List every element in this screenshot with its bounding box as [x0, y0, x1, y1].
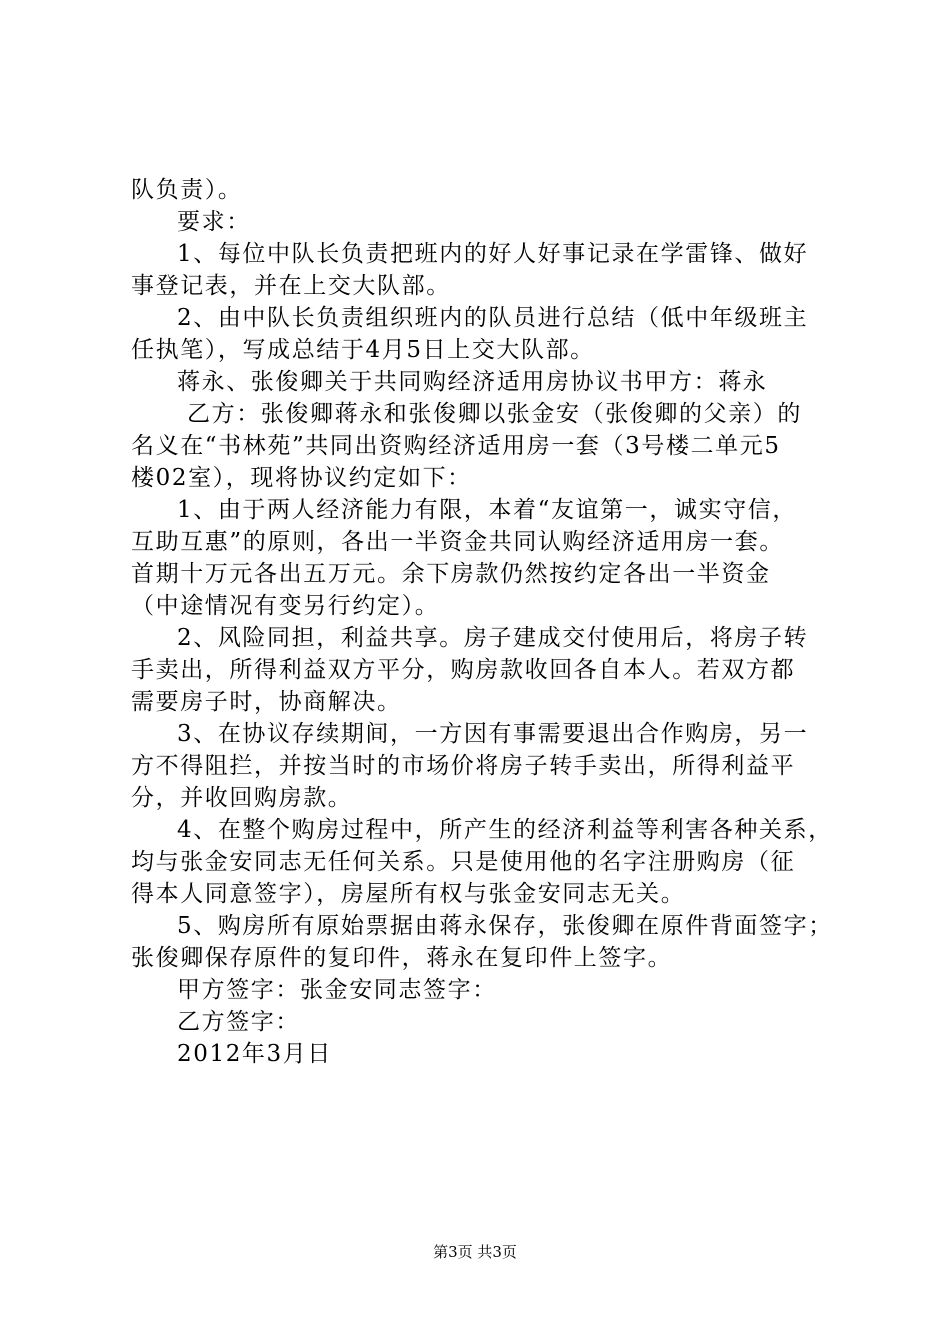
text-line: 名义在“书林苑”共同出资购经济适用房一套（3号楼二单元5 — [131, 433, 781, 459]
text-line: 要求： — [177, 209, 251, 235]
text-line: 乙方签字： — [177, 1009, 300, 1035]
text-line: 方不得阻拦，并按当时的市场价将房子转手卖出，所得利益平 — [131, 753, 796, 779]
text-line: 1、由于两人经济能力有限，本着“友谊第一，诚实守信， — [177, 497, 797, 523]
text-line: （中途情况有变另行约定）。 — [131, 593, 440, 619]
text-line: 任执笔），写成总结于4月5日上交大队部。 — [131, 337, 595, 363]
text-line: 手卖出，所得利益双方平分，购房款收回各自本人。若双方都 — [131, 657, 796, 683]
text-line: 首期十万元各出五万元。余下房款仍然按约定各出一半资金 — [131, 561, 771, 587]
text-line: 4、在整个购房过程中，所产生的经济利益等利害各种关系， — [177, 817, 833, 843]
text-line: 均与张金安同志无任何关系。只是使用他的名字注册购房（征 — [131, 849, 796, 875]
text-line: 3、在协议存续期间，一方因有事需要退出合作购房，另一 — [177, 721, 809, 747]
text-line: 需要房子时，协商解决。 — [131, 689, 402, 715]
text-line: 事登记表，并在上交大队部。 — [131, 273, 451, 299]
text-line: 分，并收回购房款。 — [131, 785, 353, 811]
text-line: 得本人同意签字），房屋所有权与张金安同志无关。 — [131, 881, 686, 907]
text-line: 1、每位中队长负责把班内的好人好事记录在学雷锋、做好 — [177, 241, 809, 267]
text-line: 队负责）。 — [131, 177, 243, 203]
document-body — [131, 174, 831, 1070]
text-line: 2、由中队长负责组织班内的队员进行总结（低中年级班主 — [177, 305, 809, 331]
text-line: 2012年3月日 — [177, 1041, 332, 1067]
text-line: 2、风险同担，利益共享。房子建成交付使用后，将房子转 — [177, 625, 809, 651]
text-line: 蒋永、张俊卿关于共同购经济适用房协议书甲方：蒋永 — [177, 369, 768, 395]
text-line: 楼02室），现将协议约定如下： — [131, 465, 472, 491]
text-line: 张俊卿保存原件的复印件，蒋永在复印件上签字。 — [131, 945, 673, 971]
page-footer: 第3页 共3页 — [433, 1243, 517, 1261]
text-line: 乙方：张俊卿蒋永和张俊卿以张金安（张俊卿的父亲）的 — [187, 401, 802, 427]
text-line: 互助互惠”的原则，各出一半资金共同认购经济适用房一套。 — [131, 529, 784, 555]
text-line: 5、购房所有原始票据由蒋永保存，张俊卿在原件背面签字； — [177, 913, 833, 939]
text-line: 甲方签字：张金安同志签字： — [177, 977, 497, 1003]
